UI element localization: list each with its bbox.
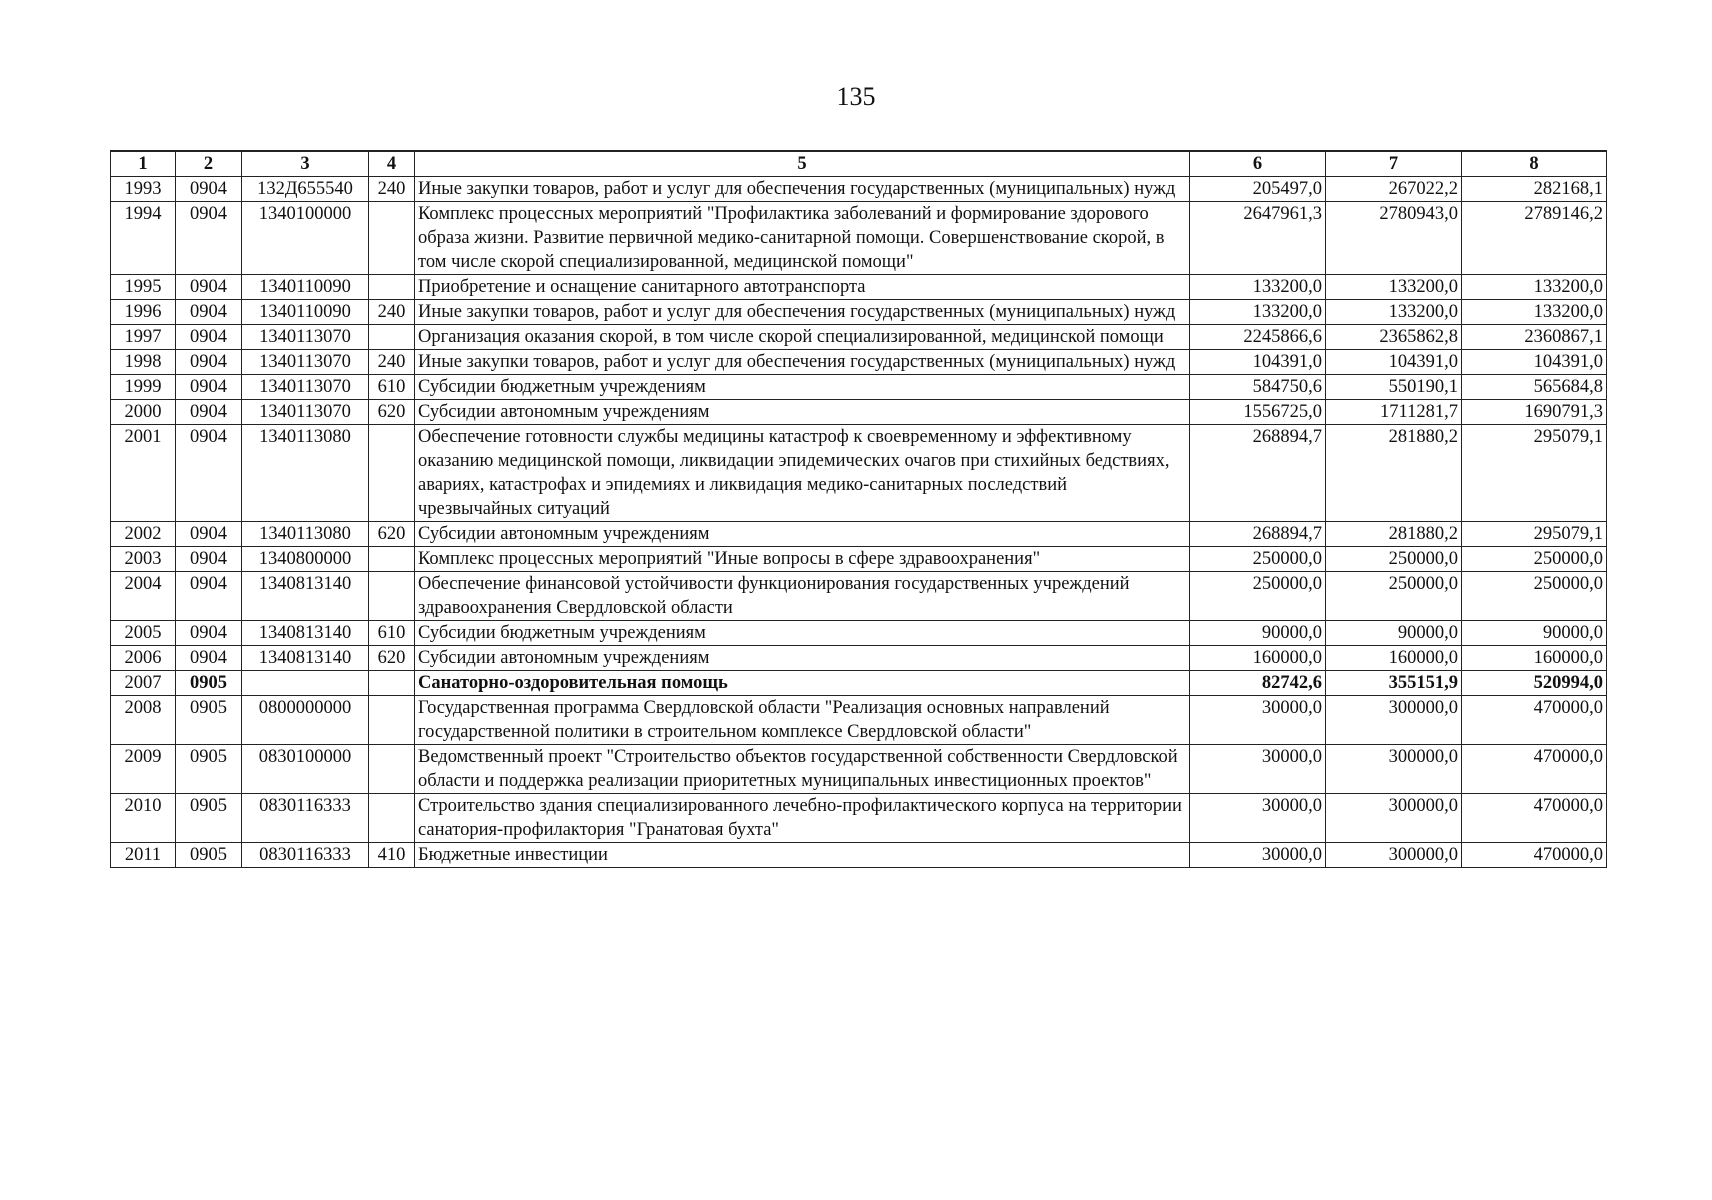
section-code-cell: 0904	[176, 350, 242, 375]
amount-col6-cell: 82742,6	[1190, 671, 1326, 696]
row-number-cell: 1996	[111, 300, 176, 325]
row-number-cell: 2003	[111, 547, 176, 572]
table-row	[111, 843, 1607, 868]
item-name-cell: Иные закупки товаров, работ и услуг для обеспечения государственных (муниципальных) нужд	[415, 350, 1190, 375]
item-name-cell: Санаторно-оздоровительная помощь	[415, 671, 1190, 696]
budget-table	[110, 150, 1607, 868]
amount-col8-cell: 470000,0	[1462, 745, 1607, 794]
section-code-cell: 0904	[176, 275, 242, 300]
item-name-cell: Комплекс процессных мероприятий "Иные вопросы в сфере здравоохранения"	[415, 547, 1190, 572]
item-name-cell: Ведомственный проект "Строительство объектов государственной собственности Свердловской области и поддержка реализации приоритетных муниципальных инвестиционных проектов"	[415, 745, 1190, 794]
column-header: 3	[242, 151, 369, 177]
table-row	[111, 202, 1607, 275]
item-name-cell: Бюджетные инвестиции	[415, 843, 1190, 868]
row-number-cell: 2008	[111, 696, 176, 745]
amount-col7-cell: 1711281,7	[1326, 400, 1462, 425]
amount-col7-cell: 160000,0	[1326, 646, 1462, 671]
row-number-cell: 1999	[111, 375, 176, 400]
expense-type-cell: 610	[369, 621, 415, 646]
amount-col6-cell: 104391,0	[1190, 350, 1326, 375]
table-row	[111, 300, 1607, 325]
column-header: 5	[415, 151, 1190, 177]
table-row	[111, 350, 1607, 375]
expense-type-cell	[369, 671, 415, 696]
amount-col6-cell: 90000,0	[1190, 621, 1326, 646]
amount-col6-cell: 205497,0	[1190, 177, 1326, 202]
amount-col7-cell: 2365862,8	[1326, 325, 1462, 350]
target-article-cell: 1340813140	[242, 572, 369, 621]
section-code-cell: 0904	[176, 375, 242, 400]
expense-type-cell	[369, 275, 415, 300]
expense-type-cell	[369, 547, 415, 572]
table-row	[111, 275, 1607, 300]
amount-col6-cell: 250000,0	[1190, 547, 1326, 572]
table-row	[111, 646, 1607, 671]
section-code-cell: 0905	[176, 745, 242, 794]
target-article-cell	[242, 671, 369, 696]
row-number-cell: 2004	[111, 572, 176, 621]
target-article-cell: 0800000000	[242, 696, 369, 745]
page-number: 135	[836, 82, 876, 111]
amount-col8-cell: 282168,1	[1462, 177, 1607, 202]
target-article-cell: 1340113070	[242, 350, 369, 375]
amount-col7-cell: 90000,0	[1326, 621, 1462, 646]
item-name-cell: Обеспечение готовности службы медицины катастроф к своевременному и эффективному оказанию медицинской помощи, ликвидации эпидемических очагов при стихийных бедствиях, авариях, катастрофах и эпидемиях и ликвидация медико-санитарных последствий чрезвычайных ситуаций	[415, 425, 1190, 522]
amount-col8-cell: 160000,0	[1462, 646, 1607, 671]
amount-col6-cell: 250000,0	[1190, 572, 1326, 621]
table-row	[111, 671, 1607, 696]
expense-type-cell: 620	[369, 400, 415, 425]
row-number-cell: 2005	[111, 621, 176, 646]
amount-col7-cell: 250000,0	[1326, 572, 1462, 621]
column-header: 4	[369, 151, 415, 177]
table-row	[111, 375, 1607, 400]
item-name-cell: Строительство здания специализированного лечебно-профилактического корпуса на территории санатория-профилактория "Гранатовая бухта"	[415, 794, 1190, 843]
section-code-cell: 0904	[176, 400, 242, 425]
item-name-cell: Субсидии автономным учреждениям	[415, 646, 1190, 671]
section-code-cell: 0904	[176, 646, 242, 671]
amount-col7-cell: 550190,1	[1326, 375, 1462, 400]
section-code-cell: 0904	[176, 325, 242, 350]
item-name-cell: Организация оказания скорой, в том числе скорой специализированной, медицинской помощи	[415, 325, 1190, 350]
row-number-cell: 1995	[111, 275, 176, 300]
section-code-cell: 0904	[176, 572, 242, 621]
amount-col8-cell: 470000,0	[1462, 794, 1607, 843]
target-article-cell: 1340113070	[242, 325, 369, 350]
row-number-cell: 1997	[111, 325, 176, 350]
expense-type-cell: 610	[369, 375, 415, 400]
section-code-cell: 0905	[176, 671, 242, 696]
column-header: 1	[111, 151, 176, 177]
expense-type-cell	[369, 202, 415, 275]
amount-col7-cell: 281880,2	[1326, 425, 1462, 522]
amount-col6-cell: 160000,0	[1190, 646, 1326, 671]
item-name-cell: Обеспечение финансовой устойчивости функционирования государственных учреждений здравоохранения Свердловской области	[415, 572, 1190, 621]
amount-col7-cell: 267022,2	[1326, 177, 1462, 202]
amount-col8-cell: 2789146,2	[1462, 202, 1607, 275]
column-header: 2	[176, 151, 242, 177]
amount-col8-cell: 104391,0	[1462, 350, 1607, 375]
expense-type-cell	[369, 425, 415, 522]
item-name-cell: Государственная программа Свердловской области "Реализация основных направлений государственной политики в строительном комплексе Свердловской области"	[415, 696, 1190, 745]
amount-col8-cell: 295079,1	[1462, 522, 1607, 547]
target-article-cell: 0830116333	[242, 794, 369, 843]
target-article-cell: 1340110090	[242, 300, 369, 325]
row-number-cell: 2011	[111, 843, 176, 868]
expense-type-cell	[369, 696, 415, 745]
amount-col7-cell: 133200,0	[1326, 275, 1462, 300]
expense-type-cell: 410	[369, 843, 415, 868]
amount-col6-cell: 584750,6	[1190, 375, 1326, 400]
section-code-cell: 0904	[176, 621, 242, 646]
table-row	[111, 177, 1607, 202]
target-article-cell: 1340113070	[242, 400, 369, 425]
item-name-cell: Комплекс процессных мероприятий "Профилактика заболеваний и формирование здорового образа жизни. Развитие первичной медико-санитарной помощи. Совершенствование скорой, в том числе скорой специализированной, медицинской помощи"	[415, 202, 1190, 275]
target-article-cell: 1340113070	[242, 375, 369, 400]
row-number-cell: 2006	[111, 646, 176, 671]
target-article-cell: 0830116333	[242, 843, 369, 868]
amount-col7-cell: 355151,9	[1326, 671, 1462, 696]
section-code-cell: 0904	[176, 300, 242, 325]
table-row	[111, 745, 1607, 794]
target-article-cell: 1340113080	[242, 522, 369, 547]
item-name-cell: Приобретение и оснащение санитарного автотранспорта	[415, 275, 1190, 300]
amount-col8-cell: 470000,0	[1462, 696, 1607, 745]
amount-col8-cell: 520994,0	[1462, 671, 1607, 696]
section-code-cell: 0904	[176, 547, 242, 572]
amount-col6-cell: 30000,0	[1190, 745, 1326, 794]
expense-type-cell: 620	[369, 646, 415, 671]
table-row	[111, 425, 1607, 522]
target-article-cell: 1340113080	[242, 425, 369, 522]
amount-col6-cell: 30000,0	[1190, 696, 1326, 745]
row-number-cell: 2002	[111, 522, 176, 547]
row-number-cell: 2009	[111, 745, 176, 794]
amount-col6-cell: 1556725,0	[1190, 400, 1326, 425]
amount-col8-cell: 250000,0	[1462, 572, 1607, 621]
expense-type-cell: 240	[369, 350, 415, 375]
section-code-cell: 0905	[176, 794, 242, 843]
table-row	[111, 522, 1607, 547]
table-row	[111, 325, 1607, 350]
amount-col7-cell: 300000,0	[1326, 696, 1462, 745]
target-article-cell: 1340813140	[242, 621, 369, 646]
amount-col8-cell: 90000,0	[1462, 621, 1607, 646]
amount-col8-cell: 133200,0	[1462, 300, 1607, 325]
row-number-cell: 2000	[111, 400, 176, 425]
amount-col8-cell: 565684,8	[1462, 375, 1607, 400]
row-number-cell: 1998	[111, 350, 176, 375]
section-code-cell: 0904	[176, 522, 242, 547]
amount-col8-cell: 250000,0	[1462, 547, 1607, 572]
section-code-cell: 0905	[176, 843, 242, 868]
column-header: 6	[1190, 151, 1326, 177]
row-number-cell: 1994	[111, 202, 176, 275]
amount-col8-cell: 295079,1	[1462, 425, 1607, 522]
table-row	[111, 696, 1607, 745]
column-header: 8	[1462, 151, 1607, 177]
target-article-cell: 1340110090	[242, 275, 369, 300]
table-row	[111, 794, 1607, 843]
target-article-cell: 0830100000	[242, 745, 369, 794]
amount-col6-cell: 133200,0	[1190, 275, 1326, 300]
amount-col6-cell: 133200,0	[1190, 300, 1326, 325]
amount-col6-cell: 2647961,3	[1190, 202, 1326, 275]
amount-col7-cell: 300000,0	[1326, 843, 1462, 868]
amount-col6-cell: 2245866,6	[1190, 325, 1326, 350]
item-name-cell: Иные закупки товаров, работ и услуг для обеспечения государственных (муниципальных) нужд	[415, 300, 1190, 325]
amount-col7-cell: 250000,0	[1326, 547, 1462, 572]
expense-type-cell: 240	[369, 300, 415, 325]
row-number-cell: 2007	[111, 671, 176, 696]
amount-col7-cell: 2780943,0	[1326, 202, 1462, 275]
amount-col7-cell: 300000,0	[1326, 745, 1462, 794]
expense-type-cell	[369, 794, 415, 843]
table-row	[111, 547, 1607, 572]
section-code-cell: 0904	[176, 202, 242, 275]
section-code-cell: 0904	[176, 177, 242, 202]
table-row	[111, 572, 1607, 621]
amount-col7-cell: 281880,2	[1326, 522, 1462, 547]
item-name-cell: Иные закупки товаров, работ и услуг для обеспечения государственных (муниципальных) нужд	[415, 177, 1190, 202]
table-body	[111, 177, 1607, 868]
row-number-cell: 2010	[111, 794, 176, 843]
target-article-cell: 1340800000	[242, 547, 369, 572]
amount-col7-cell: 300000,0	[1326, 794, 1462, 843]
expense-type-cell	[369, 572, 415, 621]
expense-type-cell: 620	[369, 522, 415, 547]
column-number-header-row	[111, 151, 1607, 177]
section-code-cell: 0904	[176, 425, 242, 522]
amount-col6-cell: 268894,7	[1190, 522, 1326, 547]
expense-type-cell	[369, 745, 415, 794]
column-header: 7	[1326, 151, 1462, 177]
expense-type-cell: 240	[369, 177, 415, 202]
row-number-cell: 2001	[111, 425, 176, 522]
amount-col8-cell: 470000,0	[1462, 843, 1607, 868]
target-article-cell: 1340100000	[242, 202, 369, 275]
amount-col8-cell: 2360867,1	[1462, 325, 1607, 350]
amount-col8-cell: 1690791,3	[1462, 400, 1607, 425]
amount-col6-cell: 30000,0	[1190, 794, 1326, 843]
item-name-cell: Субсидии автономным учреждениям	[415, 522, 1190, 547]
amount-col6-cell: 268894,7	[1190, 425, 1326, 522]
expense-type-cell	[369, 325, 415, 350]
amount-col7-cell: 133200,0	[1326, 300, 1462, 325]
target-article-cell: 132Д655540	[242, 177, 369, 202]
amount-col6-cell: 30000,0	[1190, 843, 1326, 868]
item-name-cell: Субсидии бюджетным учреждениям	[415, 375, 1190, 400]
table-row	[111, 621, 1607, 646]
amount-col7-cell: 104391,0	[1326, 350, 1462, 375]
table-row	[111, 400, 1607, 425]
section-code-cell: 0905	[176, 696, 242, 745]
target-article-cell: 1340813140	[242, 646, 369, 671]
item-name-cell: Субсидии бюджетным учреждениям	[415, 621, 1190, 646]
amount-col8-cell: 133200,0	[1462, 275, 1607, 300]
row-number-cell: 1993	[111, 177, 176, 202]
item-name-cell: Субсидии автономным учреждениям	[415, 400, 1190, 425]
